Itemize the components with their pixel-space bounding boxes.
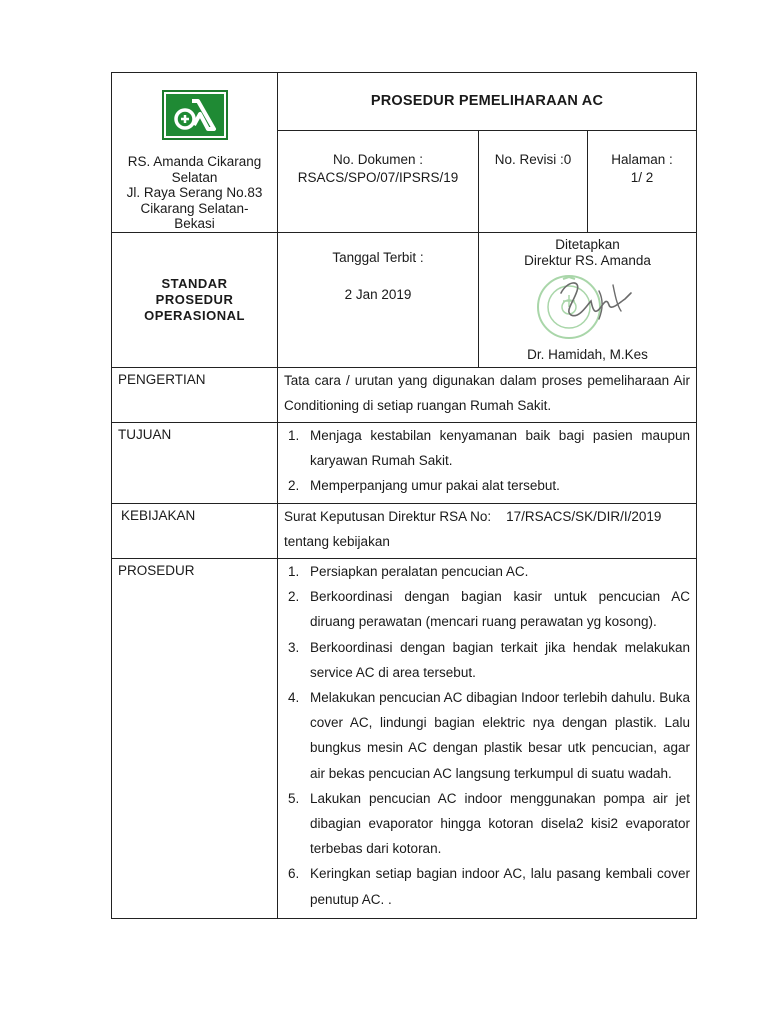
kebijakan-label: KEBIJAKAN [112, 503, 278, 558]
item-text: Lakukan pencucian AC indoor menggunakan pompa air jet dibagian evaporator hingga kotoran disela2 kisi2 evaporator terbebas dari kotoran. [310, 790, 690, 857]
tanggal-terbit-value: 2 Jan 2019 [344, 286, 412, 302]
item-text: Keringkan setiap bagian indoor AC, lalu pasang kembali cover penutup AC. . [310, 866, 690, 907]
hospital-logo-icon [170, 97, 220, 133]
no-dokumen-label: No. Dokumen : [332, 151, 424, 167]
tujuan-list [284, 423, 690, 499]
kebijakan-line: Surat Keputusan Direktur RSA No: 17/RSACS/SK/DIR/I/2019 [284, 508, 662, 524]
list-item [284, 584, 690, 634]
hospital-address-line: Bekasi [174, 216, 215, 231]
item-number: 2. [288, 589, 300, 605]
item-number: 2. [288, 478, 300, 494]
tujuan-content [278, 422, 697, 503]
hospital-name-line: Selatan [171, 169, 218, 185]
list-item [284, 685, 690, 786]
no-dokumen-value: RSACS/SPO/07/IPSRS/19 [297, 169, 459, 185]
ditetapkan-text: Ditetapkan [555, 236, 620, 252]
item-number: 4. [288, 689, 300, 705]
title-cell [278, 73, 697, 131]
pengertian-content [278, 367, 697, 422]
approval-cell [479, 232, 697, 367]
tanggal-terbit-cell [278, 232, 479, 367]
prosedur-label: PROSEDUR [112, 558, 278, 918]
halaman-label: Halaman : [611, 151, 673, 167]
pengertian-label: PENGERTIAN [112, 367, 278, 422]
no-revisi-cell [479, 130, 588, 232]
item-number: 1. [288, 427, 300, 443]
item-number: 6. [288, 866, 300, 882]
hospital-stamp-icon [529, 271, 649, 341]
item-text: Melakukan pencucian AC dibagian Indoor terlebih dahulu. Buka cover AC, lindungi bagian elektric nya dengan plastik. Lalu bungkus mesin AC dengan plastik besar utk pencucian, agar air bekas pencucian AC langsung terkumpul di suatu wadah. [310, 689, 690, 781]
list-item [284, 786, 690, 862]
no-revisi-text: No. Revisi :0 [494, 151, 572, 167]
item-number: 3. [288, 639, 300, 655]
document-title: PROSEDUR PEMELIHARAAN AC [370, 93, 604, 109]
hospital-address-line: Jl. Raya Serang No.83 [126, 185, 263, 200]
prosedur-content [278, 558, 697, 918]
list-item [284, 861, 690, 911]
hospital-address-line: Cikarang Selatan- [140, 200, 249, 216]
item-text: Berkoordinasi dengan bagian terkait jika hendak melakukan service AC di area tersebut. [310, 639, 690, 680]
halaman-value: 1/ 2 [630, 169, 654, 185]
sop-table [111, 72, 697, 919]
list-item [284, 635, 690, 685]
signatory-name: Dr. Hamidah, M.Kes [527, 346, 648, 362]
pengertian-text: Tata cara / urutan yang digunakan dalam proses pemeliharaan Air Conditioning di setiap ruangan Rumah Sakit. [284, 372, 690, 413]
prosedur-list [284, 559, 690, 912]
item-text: Memperpanjang umur pakai alat tersebut. [310, 478, 560, 494]
sop-label-line: STANDAR [161, 275, 228, 291]
direktur-text: Direktur RS. Amanda [524, 252, 651, 268]
item-text: Berkoordinasi dengan bagian kasir untuk pencucian AC diruang perawatan (mencari ruang perawatan yg kosong). [310, 589, 690, 630]
tujuan-label: TUJUAN [112, 422, 278, 503]
item-number: 1. [288, 563, 300, 579]
halaman-cell [588, 130, 697, 232]
hospital-name-line: RS. Amanda Cikarang [127, 154, 262, 169]
list-item [284, 423, 690, 473]
sop-label-line: OPERASIONAL [144, 307, 245, 323]
sop-label-cell [112, 232, 278, 367]
list-item [284, 559, 690, 584]
tanggal-terbit-label: Tanggal Terbit : [332, 249, 424, 265]
item-number: 5. [288, 790, 300, 806]
item-text: Menjaga kestabilan kenyamanan baik bagi pasien maupun karyawan Rumah Sakit. [310, 427, 690, 469]
no-dokumen-cell [278, 130, 479, 232]
kebijakan-line: tentang kebijakan [284, 533, 390, 549]
hospital-logo [162, 90, 228, 140]
list-item [284, 473, 690, 498]
sop-label-line: PROSEDUR [155, 291, 234, 307]
hospital-info-cell [112, 73, 278, 233]
kebijakan-content [278, 503, 697, 558]
item-text: Persiapkan peralatan pencucian AC. [310, 563, 529, 579]
sop-document [111, 72, 696, 919]
